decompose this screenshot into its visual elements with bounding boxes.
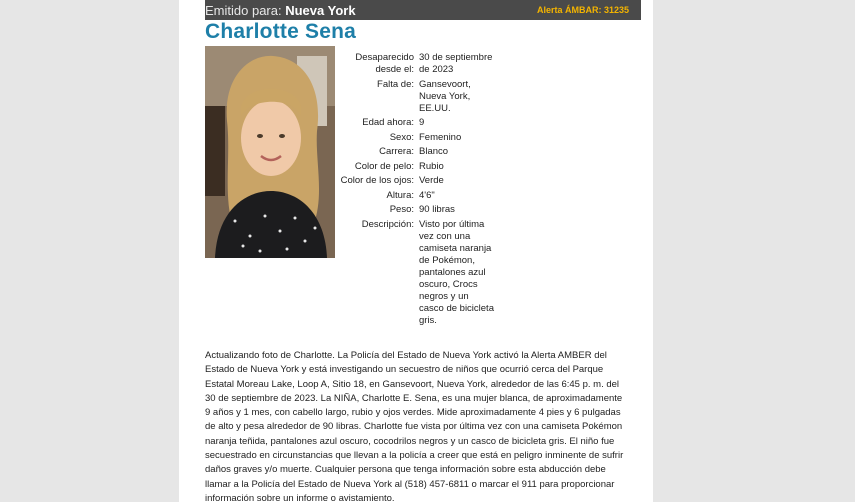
person-name: Charlotte Sena	[205, 20, 356, 43]
detail-row-missing-from	[338, 79, 495, 115]
detail-label: Desaparecido desde el:	[355, 52, 414, 75]
issued-bar	[205, 0, 641, 20]
detail-row-description	[338, 219, 495, 327]
detail-label: Descripción:	[361, 218, 414, 230]
issued-label: Emitido para:	[205, 3, 282, 18]
detail-value: Verde	[419, 175, 444, 186]
detail-value: Rubio	[419, 160, 444, 172]
detail-row-hair	[338, 161, 495, 173]
alert-page	[179, 0, 653, 502]
detail-label: Carrera:	[379, 146, 414, 157]
detail-row-missing-since	[338, 52, 495, 76]
photo-illustration	[205, 46, 335, 258]
amber-alert-id: Alerta ÁMBAR: 31235	[536, 5, 629, 15]
detail-label: Falta de:	[377, 78, 414, 90]
detail-value: Visto por última vez con una camiseta naranja de Pokémon, pantalones azul oscuro, Crocs negros y un casco de bicicleta gris.	[419, 218, 494, 326]
detail-label: Altura:	[386, 189, 414, 201]
issued-place: Nueva York	[285, 3, 356, 18]
detail-value: Femenino	[419, 131, 462, 143]
detail-label: Color de pelo:	[354, 160, 414, 172]
detail-row-height	[338, 190, 495, 202]
detail-label: Sexo:	[389, 131, 414, 143]
detail-row-weight	[338, 204, 495, 216]
detail-row-sex	[338, 132, 495, 144]
detail-value: Blanco	[419, 146, 449, 157]
person-photo	[205, 46, 335, 258]
detail-value: 90 libras	[419, 204, 455, 215]
detail-row-age	[338, 117, 495, 129]
detail-label: Peso:	[389, 204, 414, 215]
case-description: Actualizando foto de Charlotte. La Policía del Estado de Nueva York activó la Alerta AMBER del Estado de Nueva York y está investigando un secuestro de niños que ocurrió cerca del Parque Estatal Moreau Lake, Loop A, Sitio 18, en Gansevoort, Nueva York, alrededor de las 6:45 p. m. del 30 de septiembre de 2023. La NIÑA, Charlotte E. Sena, es una mujer blanca, de aproximadamente 9 años y 1 mes, con cabello largo, rubio y ojos verdes. Mide aproximadamente 4 pies y 6 pulgadas de alto y pesa alrededor de 90 libras. Charlotte fue vista por última vez con una camiseta Pokémon naranja teñida, pantalones azul oscuro, cocodrilos negros y un casco de bicicleta gris. El niño fue secuestrado en circunstancias que llevan a la policía a creer que está en peligro inminente de sufrir daños graves y/o muerte. Cualquier persona que tenga información sobre esta abducción debe llamar a la Policía del Estado de Nueva York al (518) 457-6811 o marcar el 911 para proporcionar información sobre un informe o avistamiento.	[205, 350, 624, 502]
detail-label: Color de los ojos:	[340, 175, 414, 186]
detail-value: 30 de septiembre de 2023	[419, 52, 493, 75]
detail-row-race	[338, 146, 495, 158]
detail-value: 4'6"	[419, 189, 435, 201]
detail-label: Edad ahora:	[362, 117, 414, 128]
details-table	[338, 52, 495, 329]
detail-value: 9	[419, 117, 425, 128]
detail-value: Gansevoort, Nueva York, EE.UU.	[419, 78, 471, 114]
detail-row-eyes	[338, 175, 495, 187]
issued-text	[205, 3, 356, 18]
